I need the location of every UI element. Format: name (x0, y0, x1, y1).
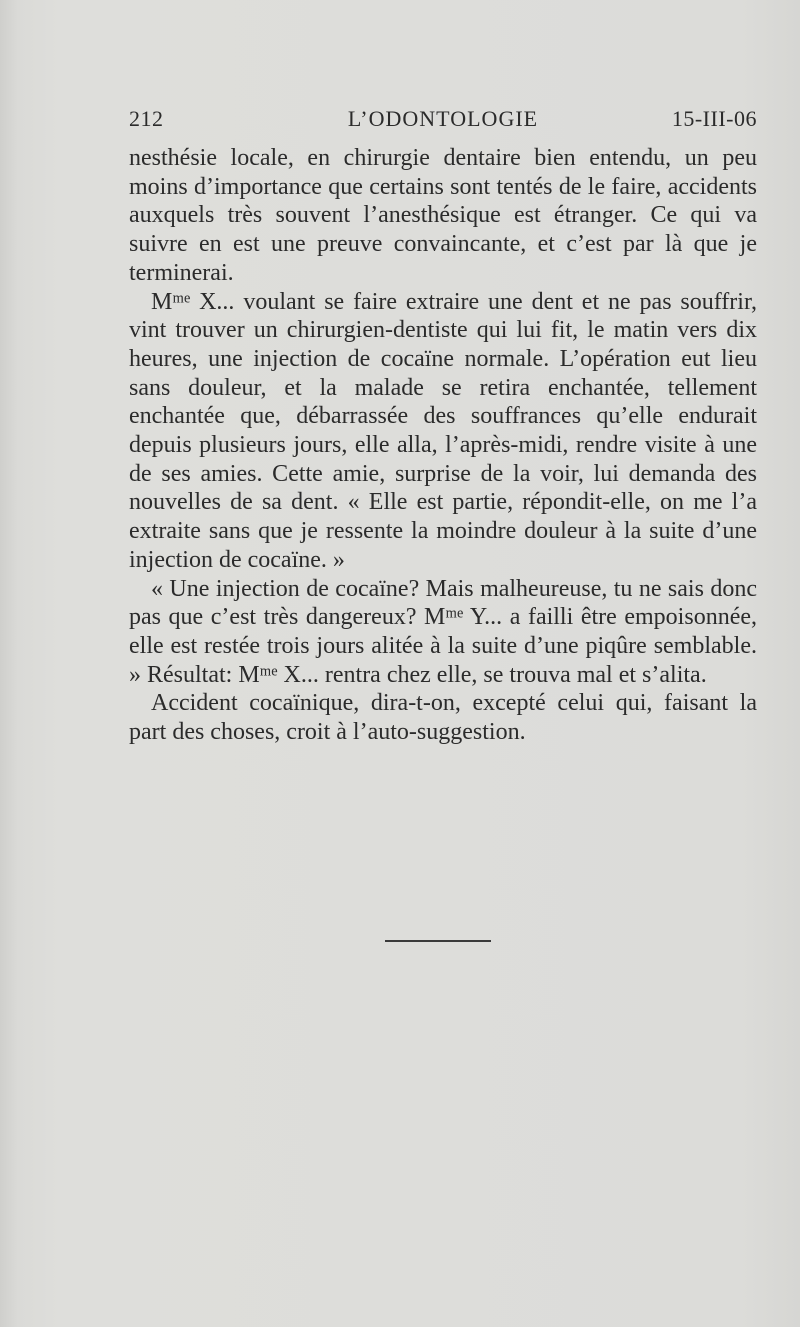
issue-date: 15-III-06 (671, 106, 757, 131)
paragraph-continuation: nesthésie locale, en chirurgie dentaire bien entendu, un peu moins d’importance que certains sont tentés de le faire, accidents auxquels très souvent l’anesthésique est étranger. Ce qui va suivre en est une preuve convaincante, et c’est par là que je terminerai. (129, 145, 757, 286)
body-text (129, 144, 757, 747)
paragraph: Mᵐᵉ X... voulant se faire extraire une dent et ne pas souffrir, vint trouver un chirurgien-dentiste qui lui fit, le matin vers dix heures, une injection de cocaïne normale. L’opération eut lieu sans douleur, et la malade se retira enchantée, tellement enchantée que, débarrassée des souffrances qu’elle endurait depuis plusieurs jours, elle alla, l’après-midi, rendre visite à une de ses amies. Cette amie, surprise de la voir, lui demanda des nouvelles de sa dent. « Elle est partie, répondit-elle, on me l’a extraite sans que je ressente la moindre douleur à la suite d’une injection de cocaïne. » (129, 288, 757, 573)
paragraph: Accident cocaïnique, dira-t-on, excepté celui qui, faisant la part des choses, croit à l’auto-suggestion. (129, 690, 757, 746)
page-header (129, 106, 757, 140)
page-number: 212 (129, 106, 164, 131)
paragraph: « Une injection de cocaïne? Mais malheureuse, tu ne sais donc pas que c’est très dangereux? Mᵐᵉ Y... a failli être empoisonnée, elle est restée trois jours alitée à la suite d’une piqûre semblable. » Résultat: Mᵐᵉ X... rentra chez elle, se trouva mal et s’alita. (129, 575, 757, 688)
section-divider (385, 940, 491, 942)
running-title: L’ODONTOLOGIE (347, 106, 539, 131)
